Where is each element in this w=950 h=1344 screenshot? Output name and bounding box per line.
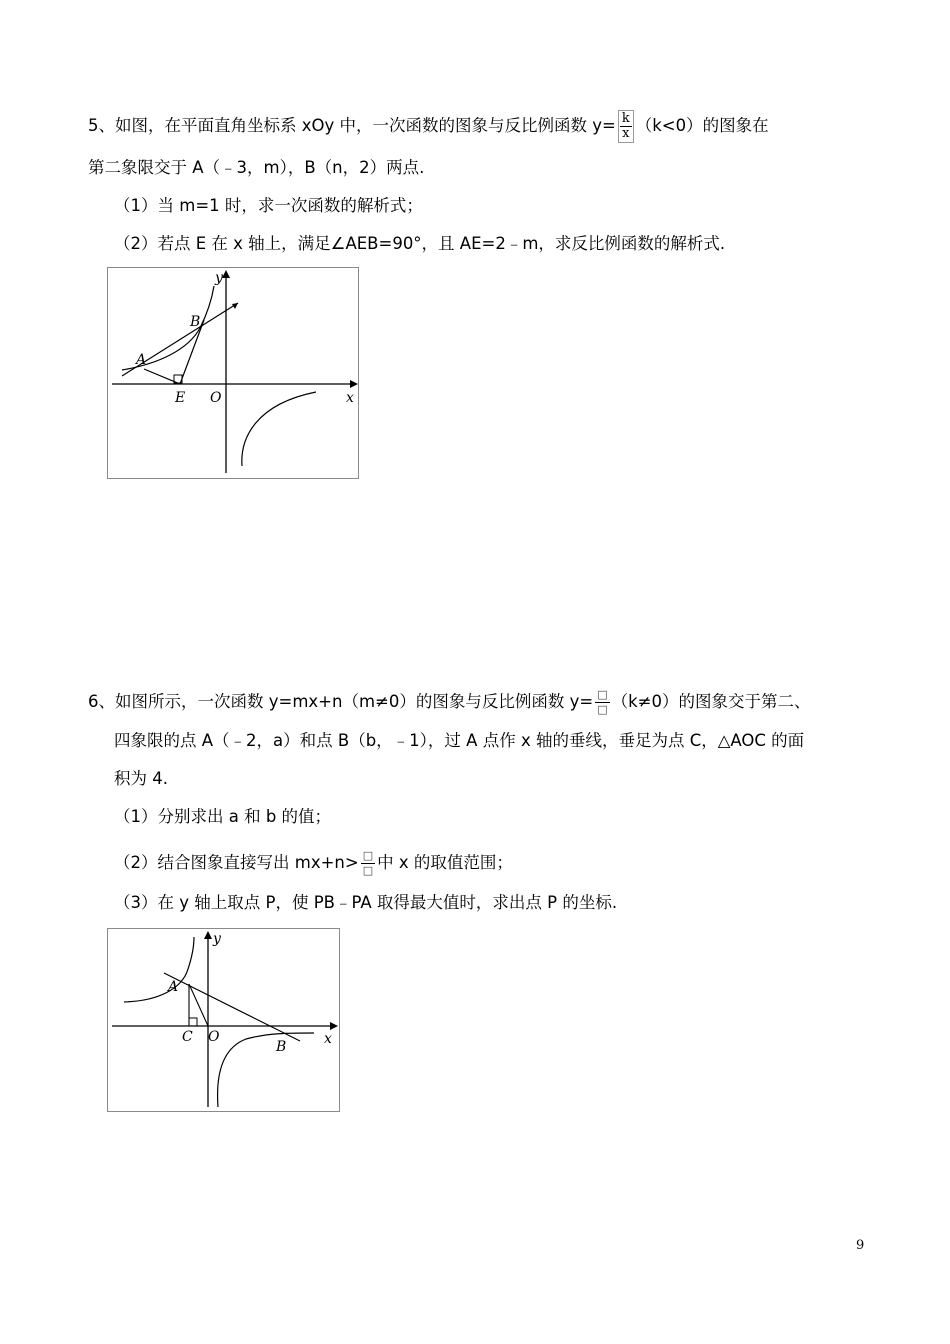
problem5-question2: （2）若点 E 在 x 轴上，满足∠AEB=90°，且 AE=2﹣m，求反比例函数的解析式. bbox=[114, 234, 726, 253]
label-y: y bbox=[215, 270, 223, 286]
right-angle-marker bbox=[189, 1018, 197, 1026]
fraction-numerator: □ bbox=[362, 849, 374, 862]
label-B: B bbox=[276, 1039, 287, 1055]
y-axis-arrow-icon bbox=[204, 931, 212, 939]
hyperbola-branch-q4 bbox=[218, 1033, 314, 1107]
problem5-line2: 第二象限交于 A（﹣3，m），B（n，2）两点. bbox=[88, 158, 425, 177]
page-number: 9 bbox=[856, 1238, 865, 1253]
problem6-figure bbox=[107, 928, 340, 1112]
fraction-denominator: x bbox=[622, 126, 630, 141]
problem6-question2-text: （2）结合图象直接写出 mx+n> bbox=[114, 853, 359, 872]
x-axis-arrow-icon bbox=[330, 1022, 338, 1030]
label-B: B bbox=[190, 314, 201, 330]
problem6-line3: 积为 4. bbox=[114, 769, 168, 788]
fraction-numerator: k bbox=[621, 111, 630, 126]
label-O: O bbox=[208, 1029, 220, 1045]
label-O: O bbox=[210, 390, 222, 406]
problem5-line1 bbox=[88, 110, 769, 143]
x-axis-arrow-icon bbox=[350, 380, 358, 388]
label-y: y bbox=[213, 931, 221, 947]
y-axis-arrow-icon bbox=[222, 270, 230, 278]
problem6-question1: （1）分别求出 a 和 b 的值； bbox=[114, 807, 332, 826]
problem6-line1-text: 6、如图所示，一次函数 y=mx+n（m≠0）的图象与反比例函数 y= bbox=[88, 692, 594, 711]
fraction-denominator: □ bbox=[362, 864, 374, 877]
label-x: x bbox=[346, 390, 354, 406]
problem5-fraction bbox=[618, 110, 634, 143]
problem6-question2-fraction bbox=[361, 849, 375, 878]
problem5-line1-text: 5、如图，在平面直角坐标系 xOy 中，一次函数的图象与反比例函数 y= bbox=[88, 116, 616, 135]
fraction-denominator: □ bbox=[597, 703, 608, 716]
label-C: C bbox=[182, 1029, 193, 1045]
segment-AE bbox=[144, 369, 180, 384]
label-x: x bbox=[324, 1031, 332, 1047]
problem5-graph bbox=[108, 268, 358, 478]
problem6-line1 bbox=[88, 688, 810, 717]
problem6-fraction bbox=[595, 688, 609, 717]
problem6-line1-tail: （k≠0）的图象交于第二、 bbox=[611, 692, 811, 711]
hyperbola-branch-q2 bbox=[124, 937, 194, 1002]
fraction-numerator: □ bbox=[597, 688, 608, 701]
problem6-question2 bbox=[114, 849, 513, 878]
problem5-line1-tail: （k<0）的图象在 bbox=[635, 116, 769, 135]
label-E: E bbox=[175, 390, 186, 406]
problem6-graph bbox=[108, 929, 339, 1111]
problem5-question1: （1）当 m=1 时，求一次函数的解析式； bbox=[114, 196, 423, 215]
problem6-line2: 四象限的点 A（﹣2，a）和点 B（b，﹣1），过 A 点作 x 轴的垂线，垂足为点 C，△AOC 的面 bbox=[114, 731, 805, 750]
problem5-figure bbox=[107, 267, 359, 479]
label-A: A bbox=[136, 352, 147, 368]
label-A: A bbox=[168, 979, 179, 995]
problem6-question2-tail: 中 x 的取值范围； bbox=[377, 853, 513, 872]
hyperbola-branch-q4 bbox=[242, 392, 316, 466]
problem6-question3: （3）在 y 轴上取点 P，使 PB﹣PA 取得最大值时，求出点 P 的坐标. bbox=[114, 893, 618, 912]
